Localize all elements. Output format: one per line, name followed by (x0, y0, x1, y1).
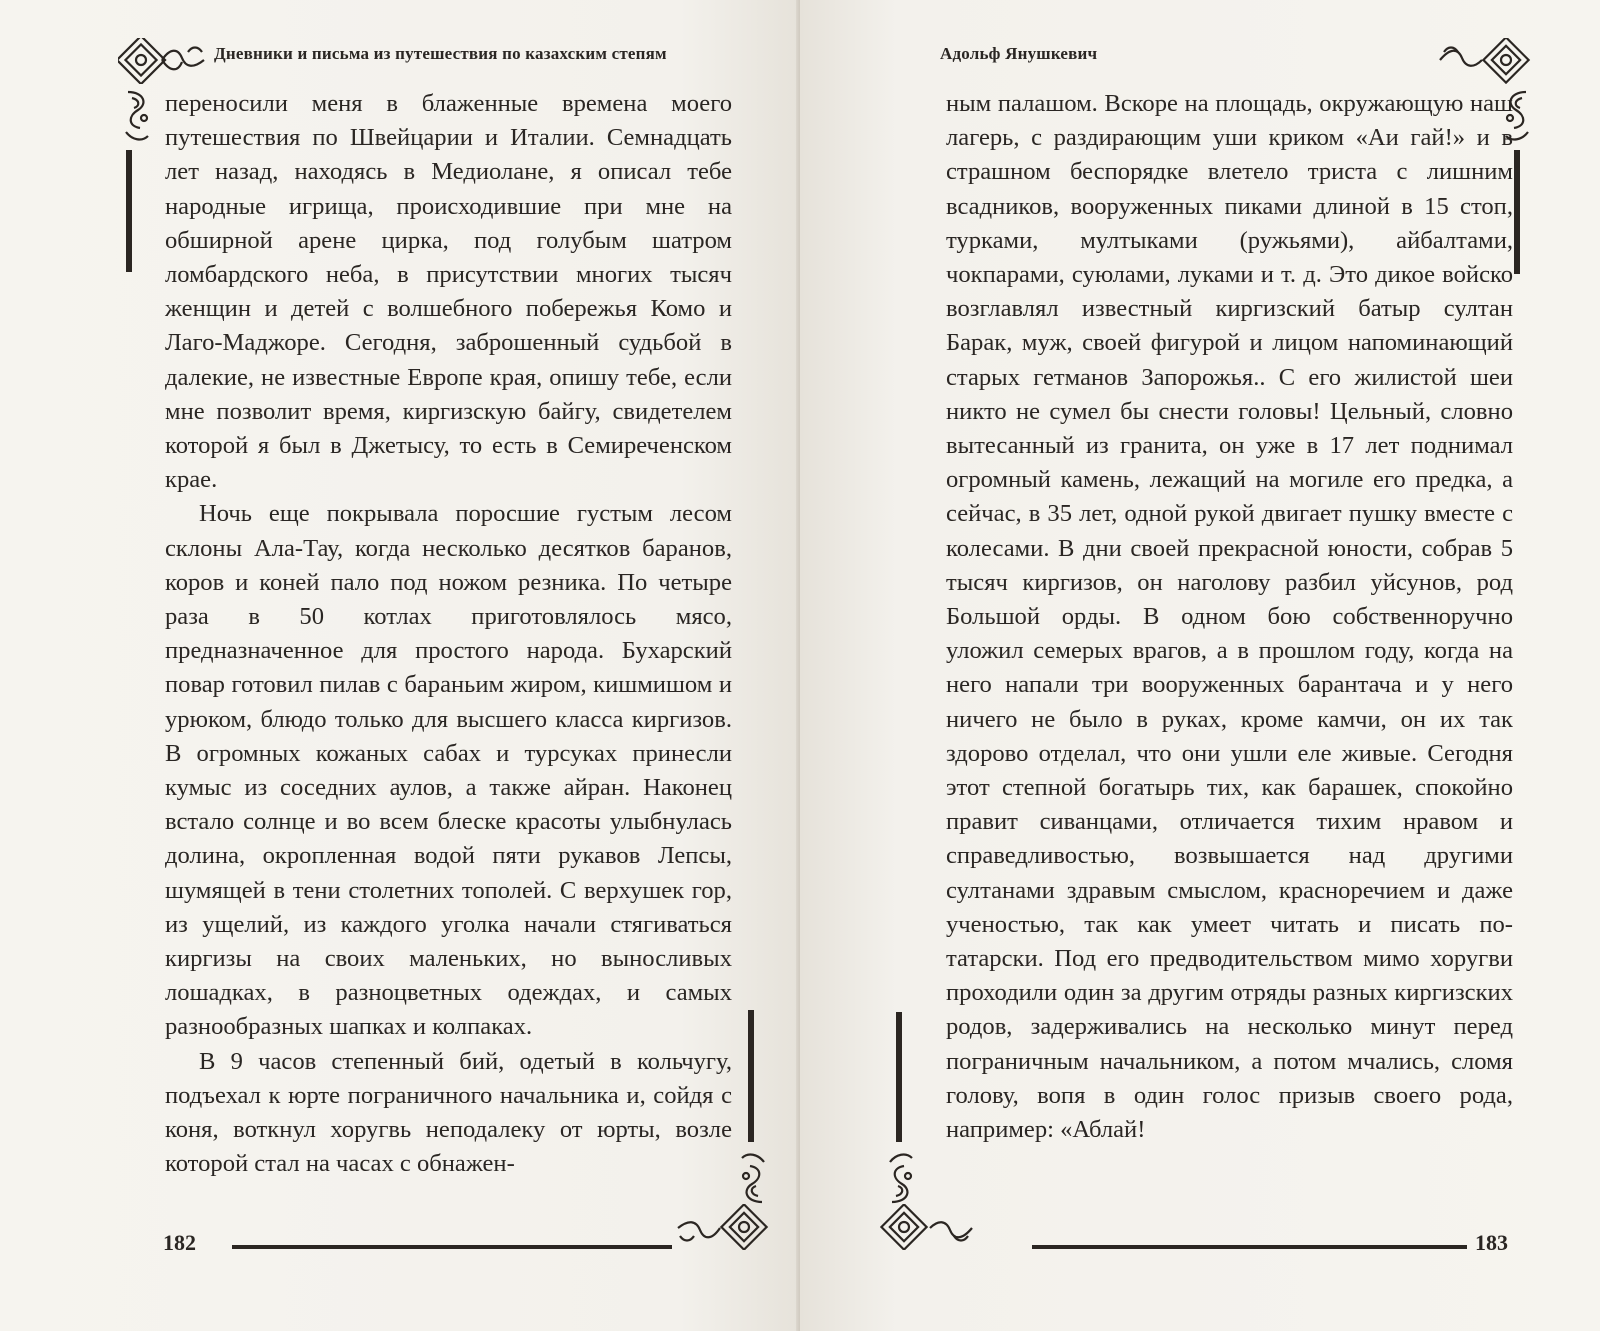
running-head: Дневники и письма из путешествия по казахским степям (214, 44, 667, 63)
right-bottom-vertical-bar (896, 1012, 902, 1142)
paragraph: В 9 часов степенный бий, одетый в кольчугу, подъехал к юрте пограничного начальника и, сойдя с коня, воткнул хоругвь неподалеку от юрты, возле которой стал на часах с обнажен- (165, 1047, 732, 1178)
right-text-block (946, 87, 1513, 1147)
footer-rule (232, 1245, 672, 1249)
left-text-block (165, 87, 732, 1182)
running-head: Адольф Янушкевич (940, 44, 1098, 63)
paragraph: Ночь еще покрывала поросшие густым лесом склоны Ала-Тау, когда несколько десятков баранов, коров и коней пало под ножом резника. По четыре раза в 50 котлах приготовлялось мясо, предназначенное для простого народа. Бухарский повар готовил пилав с бараньим жиром, кишмишом и урюком, блюдо только для высшего класса киргизов. В огромных кожаных сабах и турсуках принесли кумыс из соседних аулов, а также айран. Наконец встало солнце и во всем блеске красоты улыбнулась долина, окропленная водой пяти рукавов Лепсы, шумящей в тени столетних тополей. С верхушек гор, из ущелий, из каждого уголка начали стягиваться киргизы на своих маленьких, но выносливых лошадках, в разноцветных одеждах, и самых разнообразных шапках и колпаках. (165, 500, 732, 1041)
ornament-rosette-icon (880, 1204, 976, 1250)
left-top-vertical-bar (126, 150, 132, 272)
paragraph: переносили меня в блаженные времена моего путешествия по Швейцарии и Италии. Семнадцать лет назад, находясь в Медиолане, я описал тебе народные игрища, происходившие при мне на обширной арене цирка, под голубым шатром ломбардского неба, в присутствии многих тысяч женщин и детей с волшебного побережья Комо и Лаго-Маджоре. Сегодня, заброшенный судьбой в далекие, не известные Европе края, опишу тебе, если мне позволит время, киргизскую байгу, свидетелем которой я был в Джетысу, то есть в Семиреченском крае. (165, 90, 732, 494)
page-number: 182 (163, 1230, 196, 1255)
footer-rule (1032, 1245, 1467, 1249)
ornament-flourish-icon (884, 1146, 918, 1206)
ornament-rosette-icon (674, 1204, 770, 1250)
right-page (800, 0, 1600, 1331)
page-number: 183 (1475, 1230, 1508, 1255)
right-top-vertical-bar (1514, 150, 1520, 274)
ornament-rosette-icon (118, 38, 208, 84)
left-bottom-vertical-bar (748, 1010, 754, 1142)
paragraph: ным палашом. Вскоре на площадь, окружающую наш лагерь, с раздирающим уши криком «Аи гай!» и в страшном беспорядке влетело триста с лишним всадников, вооруженных пиками длиной в 15 стоп, турками, мултыками (ружьями), айбалтами, чокпарами, суюлами, луками и т. д. Это дикое войско возглавлял известный киргизский батыр султан Барак, муж, своей фигурой и лицом напоминающий старых гетманов Запорожья.. С его жилистой шеи никто не сумел бы снести головы! Цельный, словно вытесанный из гранита, он уже в 17 лет поднимал огромный камень, лежащий на могиле его предка, а сейчас, в 35 лет, одной рукой двигает пушку вместе с колесами. В дни своей прекрасной юности, собрав 5 тысяч киргизов, он наголову разбил уйсунов, род Большой орды. В одном бою собственноручно уложил семерых врагов, а в прошлом году, когда на него напали три вооруженных барантача и у него ничего не было в руках, кроме камчи, он их так здорово отделал, что они ушли еле живые. Сегодня этот степной богатырь тих, как барашек, спокойно правит сиванцами, отличается тихим нравом и справедливостью, возвышается над другими султанами здравым смыслом, красноречием и даже ученостью, так как умеет читать и писать по-татарски. Под его предводительством мимо хоругви проходили один за другим отряды разных киргизских родов, задерживались на несколько минут перед пограничным начальником, а потом мчались, сломя голову, вопя в один голос призыв своего рода, например: «Аблай! (946, 90, 1513, 1144)
ornament-flourish-icon (120, 88, 154, 148)
ornament-flourish-icon (736, 1146, 770, 1206)
ornament-rosette-icon (1436, 38, 1532, 84)
